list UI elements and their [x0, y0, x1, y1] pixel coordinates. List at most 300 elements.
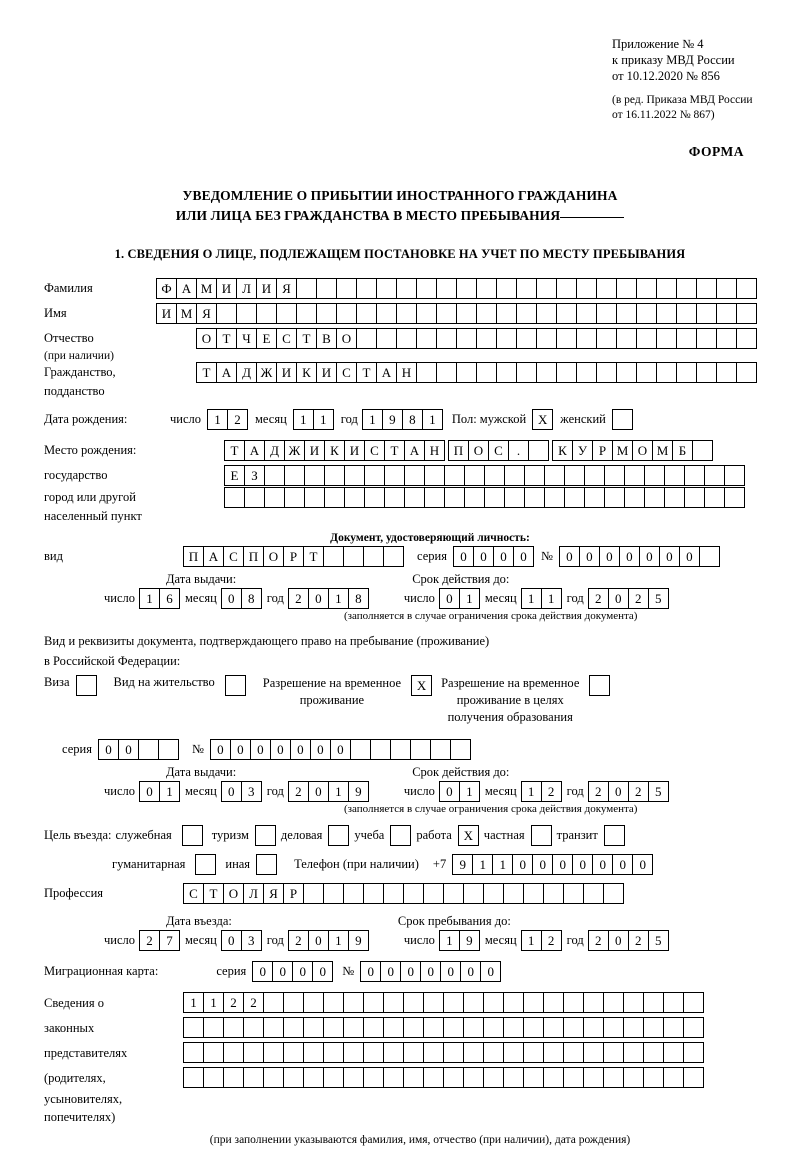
char-cell[interactable]: Т — [203, 883, 224, 904]
char-cell[interactable] — [564, 487, 585, 508]
char-cell[interactable] — [243, 1017, 264, 1038]
char-cell[interactable]: 0 — [559, 546, 580, 567]
char-cell[interactable] — [576, 303, 597, 324]
char-cell[interactable] — [504, 465, 525, 486]
char-cell[interactable] — [203, 1067, 224, 1088]
birth-place-state-input[interactable] — [224, 440, 444, 461]
char-cell[interactable] — [263, 1042, 284, 1063]
migration-number-input[interactable] — [360, 961, 500, 982]
char-cell[interactable]: 0 — [312, 961, 333, 982]
char-cell[interactable]: 1 — [459, 588, 480, 609]
purpose-other-checkbox[interactable] — [256, 854, 276, 875]
char-cell[interactable] — [296, 303, 317, 324]
char-cell[interactable]: 0 — [272, 961, 293, 982]
char-cell[interactable] — [364, 465, 385, 486]
char-cell[interactable] — [376, 328, 397, 349]
char-cell[interactable] — [463, 1017, 484, 1038]
char-cell[interactable] — [556, 328, 577, 349]
char-cell[interactable] — [503, 992, 524, 1013]
char-cell[interactable]: З — [244, 465, 265, 486]
char-cell[interactable] — [396, 303, 417, 324]
char-cell[interactable]: 0 — [659, 546, 680, 567]
char-cell[interactable] — [444, 487, 465, 508]
char-cell[interactable] — [464, 487, 485, 508]
char-cell[interactable]: 3 — [241, 930, 262, 951]
char-cell[interactable]: У — [572, 440, 593, 461]
char-cell[interactable]: 1 — [203, 992, 224, 1013]
char-cell[interactable]: 1 — [328, 930, 349, 951]
char-cell[interactable]: 0 — [292, 961, 313, 982]
char-cell[interactable] — [383, 1017, 404, 1038]
char-cell[interactable] — [544, 465, 565, 486]
char-cell[interactable] — [503, 1042, 524, 1063]
char-cell[interactable]: 2 — [288, 588, 309, 609]
char-cell[interactable] — [410, 739, 431, 760]
char-cell[interactable]: С — [183, 883, 204, 904]
char-cell[interactable]: Ж — [284, 440, 305, 461]
char-cell[interactable]: 0 — [532, 854, 553, 875]
char-cell[interactable]: 2 — [227, 409, 248, 430]
char-cell[interactable] — [383, 992, 404, 1013]
char-cell[interactable] — [256, 854, 277, 875]
char-cell[interactable] — [576, 278, 597, 299]
char-cell[interactable] — [463, 1067, 484, 1088]
char-cell[interactable]: И — [256, 278, 277, 299]
char-cell[interactable] — [463, 883, 484, 904]
char-cell[interactable] — [503, 883, 524, 904]
char-cell[interactable] — [556, 278, 577, 299]
char-cell[interactable] — [264, 487, 285, 508]
char-cell[interactable] — [456, 278, 477, 299]
char-cell[interactable]: 0 — [330, 739, 351, 760]
char-cell[interactable] — [343, 546, 364, 567]
char-cell[interactable] — [138, 739, 159, 760]
char-cell[interactable] — [484, 487, 505, 508]
char-cell[interactable] — [724, 465, 745, 486]
char-cell[interactable]: 1 — [472, 854, 493, 875]
char-cell[interactable]: О — [263, 546, 284, 567]
char-cell[interactable]: М — [652, 440, 673, 461]
char-cell[interactable] — [323, 992, 344, 1013]
char-cell[interactable] — [423, 1042, 444, 1063]
char-cell[interactable]: 9 — [348, 930, 369, 951]
char-cell[interactable]: 0 — [572, 854, 593, 875]
char-cell[interactable] — [363, 883, 384, 904]
char-cell[interactable] — [404, 465, 425, 486]
char-cell[interactable] — [604, 487, 625, 508]
doc-issue-day-input[interactable] — [139, 588, 179, 609]
char-cell[interactable] — [696, 278, 717, 299]
char-cell[interactable] — [736, 328, 757, 349]
char-cell[interactable] — [624, 487, 645, 508]
char-cell[interactable]: Я — [276, 278, 297, 299]
char-cell[interactable] — [596, 362, 617, 383]
char-cell[interactable] — [663, 1067, 684, 1088]
char-cell[interactable]: П — [448, 440, 469, 461]
char-cell[interactable]: 0 — [473, 546, 494, 567]
char-cell[interactable] — [624, 465, 645, 486]
char-cell[interactable] — [390, 825, 411, 846]
char-cell[interactable] — [316, 278, 337, 299]
char-cell[interactable] — [423, 1017, 444, 1038]
char-cell[interactable] — [424, 487, 445, 508]
doc-issue-month-input[interactable] — [221, 588, 261, 609]
char-cell[interactable] — [390, 739, 411, 760]
char-cell[interactable] — [683, 1017, 704, 1038]
char-cell[interactable] — [656, 278, 677, 299]
char-cell[interactable]: Л — [243, 883, 264, 904]
char-cell[interactable] — [323, 1067, 344, 1088]
char-cell[interactable]: 2 — [541, 930, 562, 951]
char-cell[interactable] — [503, 1017, 524, 1038]
purpose-official-checkbox[interactable] — [182, 825, 202, 846]
representatives-input-row-1[interactable] — [183, 992, 703, 1013]
char-cell[interactable]: А — [176, 278, 197, 299]
char-cell[interactable] — [683, 1042, 704, 1063]
char-cell[interactable] — [676, 278, 697, 299]
char-cell[interactable]: 8 — [348, 588, 369, 609]
char-cell[interactable] — [596, 328, 617, 349]
char-cell[interactable]: 8 — [402, 409, 423, 430]
char-cell[interactable]: 0 — [608, 588, 629, 609]
birth-year-input[interactable] — [362, 409, 442, 430]
char-cell[interactable] — [364, 487, 385, 508]
char-cell[interactable]: 0 — [270, 739, 291, 760]
char-cell[interactable] — [183, 1067, 204, 1088]
char-cell[interactable] — [430, 739, 451, 760]
char-cell[interactable] — [383, 1067, 404, 1088]
char-cell[interactable] — [483, 1067, 504, 1088]
char-cell[interactable] — [664, 487, 685, 508]
purpose-private-checkbox[interactable] — [531, 825, 551, 846]
char-cell[interactable]: С — [336, 362, 357, 383]
char-cell[interactable] — [516, 303, 537, 324]
char-cell[interactable] — [363, 1042, 384, 1063]
char-cell[interactable] — [603, 1067, 624, 1088]
char-cell[interactable]: . — [508, 440, 529, 461]
char-cell[interactable] — [536, 278, 557, 299]
entry-year-input[interactable] — [288, 930, 368, 951]
char-cell[interactable]: 0 — [493, 546, 514, 567]
char-cell[interactable]: И — [316, 362, 337, 383]
char-cell[interactable]: 0 — [380, 961, 401, 982]
char-cell[interactable] — [476, 328, 497, 349]
char-cell[interactable]: X — [532, 409, 553, 430]
char-cell[interactable] — [643, 1067, 664, 1088]
char-cell[interactable] — [483, 1042, 504, 1063]
birth-place-line-2-input[interactable] — [224, 465, 744, 486]
char-cell[interactable] — [576, 362, 597, 383]
char-cell[interactable] — [243, 1042, 264, 1063]
char-cell[interactable] — [596, 303, 617, 324]
char-cell[interactable]: 0 — [252, 961, 273, 982]
char-cell[interactable] — [363, 1017, 384, 1038]
char-cell[interactable]: 1 — [159, 781, 180, 802]
char-cell[interactable] — [436, 328, 457, 349]
char-cell[interactable] — [416, 303, 437, 324]
doc-valid-month-input[interactable] — [521, 588, 561, 609]
char-cell[interactable] — [524, 487, 545, 508]
char-cell[interactable] — [496, 328, 517, 349]
char-cell[interactable] — [276, 303, 297, 324]
char-cell[interactable] — [343, 992, 364, 1013]
char-cell[interactable] — [516, 278, 537, 299]
char-cell[interactable] — [224, 487, 245, 508]
char-cell[interactable] — [699, 546, 720, 567]
char-cell[interactable] — [363, 546, 384, 567]
char-cell[interactable] — [443, 883, 464, 904]
char-cell[interactable]: 1 — [521, 781, 542, 802]
char-cell[interactable] — [323, 546, 344, 567]
char-cell[interactable] — [692, 440, 713, 461]
char-cell[interactable] — [316, 303, 337, 324]
char-cell[interactable] — [644, 465, 665, 486]
char-cell[interactable]: X — [411, 675, 432, 696]
char-cell[interactable]: 0 — [210, 739, 231, 760]
char-cell[interactable]: Я — [263, 883, 284, 904]
char-cell[interactable]: Т — [216, 328, 237, 349]
char-cell[interactable]: 1 — [492, 854, 513, 875]
char-cell[interactable] — [403, 992, 424, 1013]
birth-month-input[interactable] — [293, 409, 333, 430]
char-cell[interactable]: Ж — [256, 362, 277, 383]
education-residence-checkbox[interactable] — [589, 675, 609, 696]
birth-place-locality-type-input[interactable] — [448, 440, 548, 461]
representatives-input-row-4[interactable] — [183, 1067, 703, 1088]
char-cell[interactable]: 2 — [588, 781, 609, 802]
char-cell[interactable] — [324, 487, 345, 508]
char-cell[interactable]: Л — [236, 278, 257, 299]
char-cell[interactable] — [543, 992, 564, 1013]
char-cell[interactable] — [536, 303, 557, 324]
char-cell[interactable] — [450, 739, 471, 760]
char-cell[interactable]: И — [216, 278, 237, 299]
char-cell[interactable] — [563, 1067, 584, 1088]
char-cell[interactable] — [663, 992, 684, 1013]
char-cell[interactable] — [444, 465, 465, 486]
char-cell[interactable] — [363, 992, 384, 1013]
char-cell[interactable] — [604, 825, 625, 846]
char-cell[interactable] — [383, 546, 404, 567]
char-cell[interactable]: 0 — [513, 546, 534, 567]
char-cell[interactable] — [523, 1067, 544, 1088]
doc-issue-year-input[interactable] — [288, 588, 368, 609]
char-cell[interactable] — [343, 1017, 364, 1038]
char-cell[interactable]: Н — [424, 440, 445, 461]
char-cell[interactable]: Ч — [236, 328, 257, 349]
char-cell[interactable]: А — [404, 440, 425, 461]
char-cell[interactable] — [350, 739, 371, 760]
char-cell[interactable]: 2 — [288, 930, 309, 951]
char-cell[interactable] — [736, 362, 757, 383]
char-cell[interactable]: 5 — [648, 588, 669, 609]
migration-series-input[interactable] — [252, 961, 332, 982]
char-cell[interactable] — [203, 1042, 224, 1063]
char-cell[interactable] — [603, 883, 624, 904]
char-cell[interactable]: Ф — [156, 278, 177, 299]
char-cell[interactable]: 0 — [118, 739, 139, 760]
entry-month-input[interactable] — [221, 930, 261, 951]
char-cell[interactable] — [664, 465, 685, 486]
purpose-tourism-checkbox[interactable] — [255, 825, 275, 846]
doc-type-input[interactable] — [183, 546, 403, 567]
char-cell[interactable]: 9 — [452, 854, 473, 875]
char-cell[interactable] — [436, 362, 457, 383]
char-cell[interactable]: 2 — [588, 588, 609, 609]
char-cell[interactable] — [523, 1017, 544, 1038]
char-cell[interactable] — [683, 992, 704, 1013]
char-cell[interactable] — [583, 1042, 604, 1063]
char-cell[interactable]: Б — [672, 440, 693, 461]
char-cell[interactable] — [396, 278, 417, 299]
char-cell[interactable] — [296, 278, 317, 299]
char-cell[interactable] — [356, 278, 377, 299]
char-cell[interactable] — [716, 278, 737, 299]
char-cell[interactable]: 0 — [440, 961, 461, 982]
char-cell[interactable]: X — [458, 825, 479, 846]
char-cell[interactable]: 1 — [293, 409, 314, 430]
visa-checkbox[interactable] — [76, 675, 96, 696]
char-cell[interactable] — [623, 1017, 644, 1038]
char-cell[interactable]: 7 — [159, 930, 180, 951]
char-cell[interactable] — [584, 487, 605, 508]
char-cell[interactable] — [384, 465, 405, 486]
char-cell[interactable] — [436, 278, 457, 299]
char-cell[interactable] — [543, 883, 564, 904]
char-cell[interactable]: 1 — [362, 409, 383, 430]
char-cell[interactable]: О — [632, 440, 653, 461]
char-cell[interactable]: 0 — [221, 588, 242, 609]
char-cell[interactable] — [523, 1042, 544, 1063]
char-cell[interactable] — [343, 1042, 364, 1063]
char-cell[interactable]: 8 — [241, 588, 262, 609]
char-cell[interactable] — [476, 362, 497, 383]
char-cell[interactable] — [636, 328, 657, 349]
char-cell[interactable] — [383, 1042, 404, 1063]
char-cell[interactable]: 2 — [139, 930, 160, 951]
char-cell[interactable]: Е — [256, 328, 277, 349]
char-cell[interactable] — [323, 883, 344, 904]
char-cell[interactable] — [225, 675, 246, 696]
char-cell[interactable] — [523, 883, 544, 904]
char-cell[interactable]: 0 — [632, 854, 653, 875]
permit-valid-month-input[interactable] — [521, 781, 561, 802]
char-cell[interactable] — [724, 487, 745, 508]
char-cell[interactable] — [416, 328, 437, 349]
char-cell[interactable] — [736, 303, 757, 324]
char-cell[interactable] — [531, 825, 552, 846]
char-cell[interactable] — [516, 362, 537, 383]
char-cell[interactable] — [676, 328, 697, 349]
char-cell[interactable] — [656, 362, 677, 383]
char-cell[interactable]: 0 — [453, 546, 474, 567]
char-cell[interactable] — [336, 303, 357, 324]
char-cell[interactable]: А — [203, 546, 224, 567]
char-cell[interactable]: 1 — [313, 409, 334, 430]
char-cell[interactable] — [663, 1017, 684, 1038]
char-cell[interactable] — [255, 825, 276, 846]
char-cell[interactable]: 2 — [628, 930, 649, 951]
char-cell[interactable]: 0 — [608, 781, 629, 802]
char-cell[interactable] — [404, 487, 425, 508]
char-cell[interactable]: 0 — [139, 781, 160, 802]
char-cell[interactable] — [676, 303, 697, 324]
char-cell[interactable] — [343, 883, 364, 904]
char-cell[interactable]: К — [552, 440, 573, 461]
char-cell[interactable] — [583, 1067, 604, 1088]
char-cell[interactable]: Р — [283, 883, 304, 904]
char-cell[interactable] — [496, 362, 517, 383]
char-cell[interactable] — [716, 303, 737, 324]
char-cell[interactable] — [563, 1042, 584, 1063]
char-cell[interactable] — [563, 992, 584, 1013]
char-cell[interactable] — [323, 1017, 344, 1038]
char-cell[interactable] — [443, 992, 464, 1013]
char-cell[interactable] — [236, 303, 257, 324]
char-cell[interactable]: 0 — [308, 930, 329, 951]
char-cell[interactable] — [643, 1017, 664, 1038]
char-cell[interactable]: А — [216, 362, 237, 383]
char-cell[interactable] — [263, 992, 284, 1013]
char-cell[interactable]: 0 — [679, 546, 700, 567]
char-cell[interactable]: П — [243, 546, 264, 567]
char-cell[interactable]: 0 — [579, 546, 600, 567]
char-cell[interactable]: О — [468, 440, 489, 461]
surname-input[interactable] — [156, 278, 756, 299]
representatives-input-row-2[interactable] — [183, 1017, 703, 1038]
char-cell[interactable] — [503, 1067, 524, 1088]
name-input[interactable] — [156, 303, 756, 324]
char-cell[interactable] — [576, 328, 597, 349]
char-cell[interactable] — [564, 465, 585, 486]
char-cell[interactable] — [370, 739, 391, 760]
char-cell[interactable] — [182, 825, 203, 846]
char-cell[interactable] — [76, 675, 97, 696]
char-cell[interactable] — [443, 1067, 464, 1088]
char-cell[interactable]: 0 — [552, 854, 573, 875]
char-cell[interactable] — [158, 739, 179, 760]
char-cell[interactable]: 1 — [328, 588, 349, 609]
char-cell[interactable] — [543, 1067, 564, 1088]
char-cell[interactable] — [603, 1017, 624, 1038]
char-cell[interactable]: О — [196, 328, 217, 349]
char-cell[interactable]: 1 — [459, 781, 480, 802]
char-cell[interactable] — [195, 854, 216, 875]
char-cell[interactable]: 0 — [360, 961, 381, 982]
char-cell[interactable]: М — [196, 278, 217, 299]
char-cell[interactable] — [583, 883, 604, 904]
char-cell[interactable] — [528, 440, 549, 461]
char-cell[interactable] — [623, 1042, 644, 1063]
char-cell[interactable]: 0 — [230, 739, 251, 760]
doc-valid-year-input[interactable] — [588, 588, 668, 609]
char-cell[interactable]: 2 — [588, 930, 609, 951]
char-cell[interactable] — [696, 362, 717, 383]
purpose-humanitarian-checkbox[interactable] — [195, 854, 215, 875]
char-cell[interactable] — [183, 1042, 204, 1063]
char-cell[interactable] — [716, 362, 737, 383]
char-cell[interactable]: И — [156, 303, 177, 324]
char-cell[interactable]: 0 — [612, 854, 633, 875]
char-cell[interactable]: Р — [283, 546, 304, 567]
char-cell[interactable] — [596, 278, 617, 299]
doc-valid-day-input[interactable] — [439, 588, 479, 609]
char-cell[interactable] — [303, 883, 324, 904]
char-cell[interactable] — [223, 1042, 244, 1063]
char-cell[interactable] — [484, 465, 505, 486]
char-cell[interactable] — [324, 465, 345, 486]
char-cell[interactable]: С — [223, 546, 244, 567]
